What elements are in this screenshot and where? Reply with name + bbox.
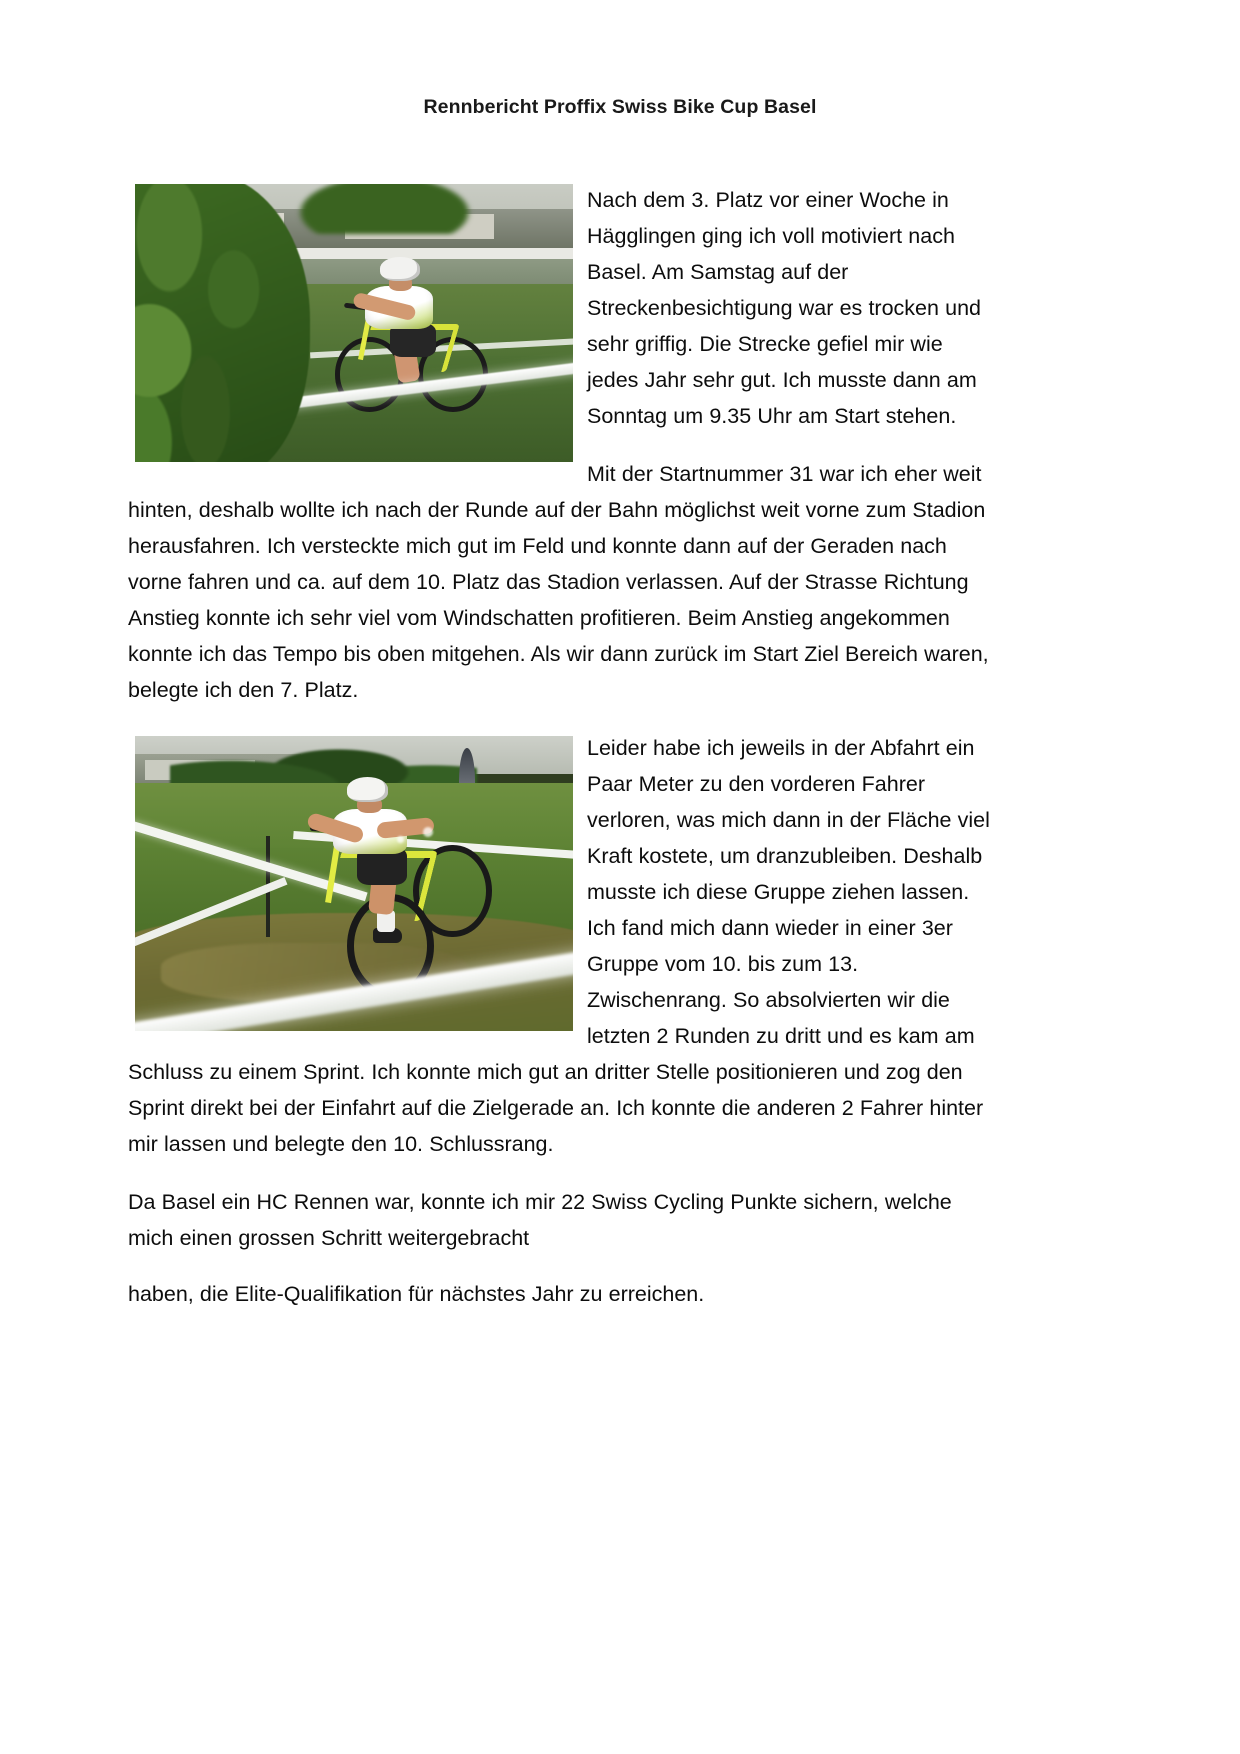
paragraph-5: haben, die Elite-Qualifikation für nächstes Jahr zu erreichen.: [128, 1282, 705, 1306]
paragraph-2: Mit der Startnummer 31 war ich eher weit hinten, deshalb wollte ich nach der Runde auf der Bahn möglichst weit vorne zum Stadion herausfahren. Ich versteckte mich gut im Feld und konnte dann auf der Geraden nach vorne fahren und ca. auf dem 10. Platz das Stadion verlassen. Auf der Strasse Richtung Anstieg konnte ich sehr viel vom Windschatten profitieren. Beim Anstieg angekommen konnte ich das Tempo bis oben mitgehen. Als wir dann zurück im Start Ziel Bereich waren, belegte ich den 7. Platz.: [128, 462, 989, 702]
photo1-helmet: [380, 257, 420, 281]
photo2-helmet: [347, 777, 389, 802]
paragraph-1: Nach dem 3. Platz vor einer Woche in Hägglingen ging ich voll motiviert nach Basel. Am Samstag auf der Streckenbesichtigung war es trocken und sehr griffig. Die Strecke gefiel mir wie jedes Jahr sehr gut. Ich musste dann am Sonntag um 9.35 Uhr am Start stehen.: [587, 188, 981, 428]
photo2-highlight-b: [397, 836, 404, 843]
paragraph-3: Leider habe ich jeweils in der Abfahrt ein Paar Meter zu den vorderen Fahrer verloren, was mich dann in der Fläche viel Kraft kostete, um dranzubleiben. Deshalb musste ich diese Gruppe ziehen lassen. Ich fand mich dann wieder in einer 3er Gruppe vom 10. bis zum 13. Zwischenrang. So absolvierten wir die letzten 2 Runden zu dritt und es kam am Schluss zu einem Sprint. Ich konnte mich gut an dritter Stelle positionieren und zog den Sprint direkt bei der Einfahrt auf die Zielgerade an. Ich konnte die anderen 2 Fahrer hinter mir lassen und belegte den 10. Schlussrang.: [128, 736, 990, 1156]
photo2-highlight-a: [423, 827, 433, 837]
photo1-foreground-bush: [135, 184, 310, 462]
race-photo-rider-on-grass: [135, 184, 573, 462]
photo1-foliage-top: [266, 184, 503, 234]
page-title: Rennbericht Proffix Swiss Bike Cup Basel: [423, 96, 817, 118]
document-body: [128, 182, 996, 1334]
paragraph-4: Da Basel ein HC Rennen war, konnte ich mir 22 Swiss Cycling Punkte sichern, welche mich einen grossen Schritt weitergebracht: [128, 1190, 952, 1250]
photo2-rider: [310, 777, 476, 1001]
race-photo-rider-cornering: [135, 736, 573, 1031]
